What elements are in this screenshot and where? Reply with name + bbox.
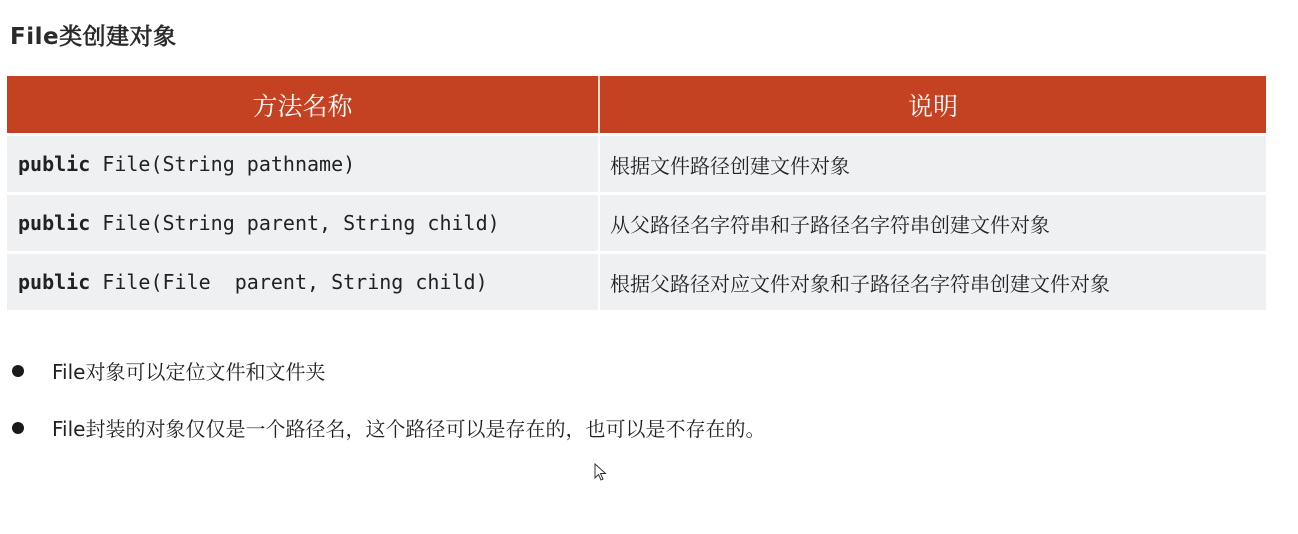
keyword-public: public xyxy=(18,211,91,235)
bullet-dot-icon xyxy=(12,365,24,377)
list-item xyxy=(12,356,325,385)
method-description-cell: 从父路径名字符串和子路径名字符串创建文件对象 xyxy=(600,195,1266,251)
list-item xyxy=(12,413,765,442)
table-header xyxy=(7,76,1266,133)
note-text: File对象可以定位文件和文件夹 xyxy=(52,360,326,384)
table-row xyxy=(7,136,1266,192)
method-description-cell: 根据父路径对应文件对象和子路径名字符串创建文件对象 xyxy=(600,254,1266,310)
constructor-signature: File(File parent, String child) xyxy=(90,270,488,294)
constructor-signature: File(String pathname) xyxy=(90,152,356,176)
method-signature-cell xyxy=(7,254,598,310)
method-signature-cell xyxy=(7,136,598,192)
bullet-dot-icon xyxy=(12,422,24,434)
table-row xyxy=(7,254,1266,310)
method-signature-cell xyxy=(7,195,598,251)
mouse-pointer-icon xyxy=(594,463,608,481)
method-description-cell: 根据文件路径创建文件对象 xyxy=(600,136,1266,192)
keyword-public: public xyxy=(18,270,91,294)
note-text: File封装的对象仅仅是一个路径名，这个路径可以是存在的，也可以是不存在的。 xyxy=(52,417,766,441)
table-row xyxy=(7,195,1266,251)
header-method-name: 方法名称 xyxy=(7,76,600,133)
methods-table xyxy=(7,76,1266,310)
header-description: 说明 xyxy=(907,91,958,121)
constructor-signature: File(String parent, String child) xyxy=(90,211,500,235)
keyword-public: public xyxy=(18,152,91,176)
page-title: File类创建对象 xyxy=(10,24,177,50)
